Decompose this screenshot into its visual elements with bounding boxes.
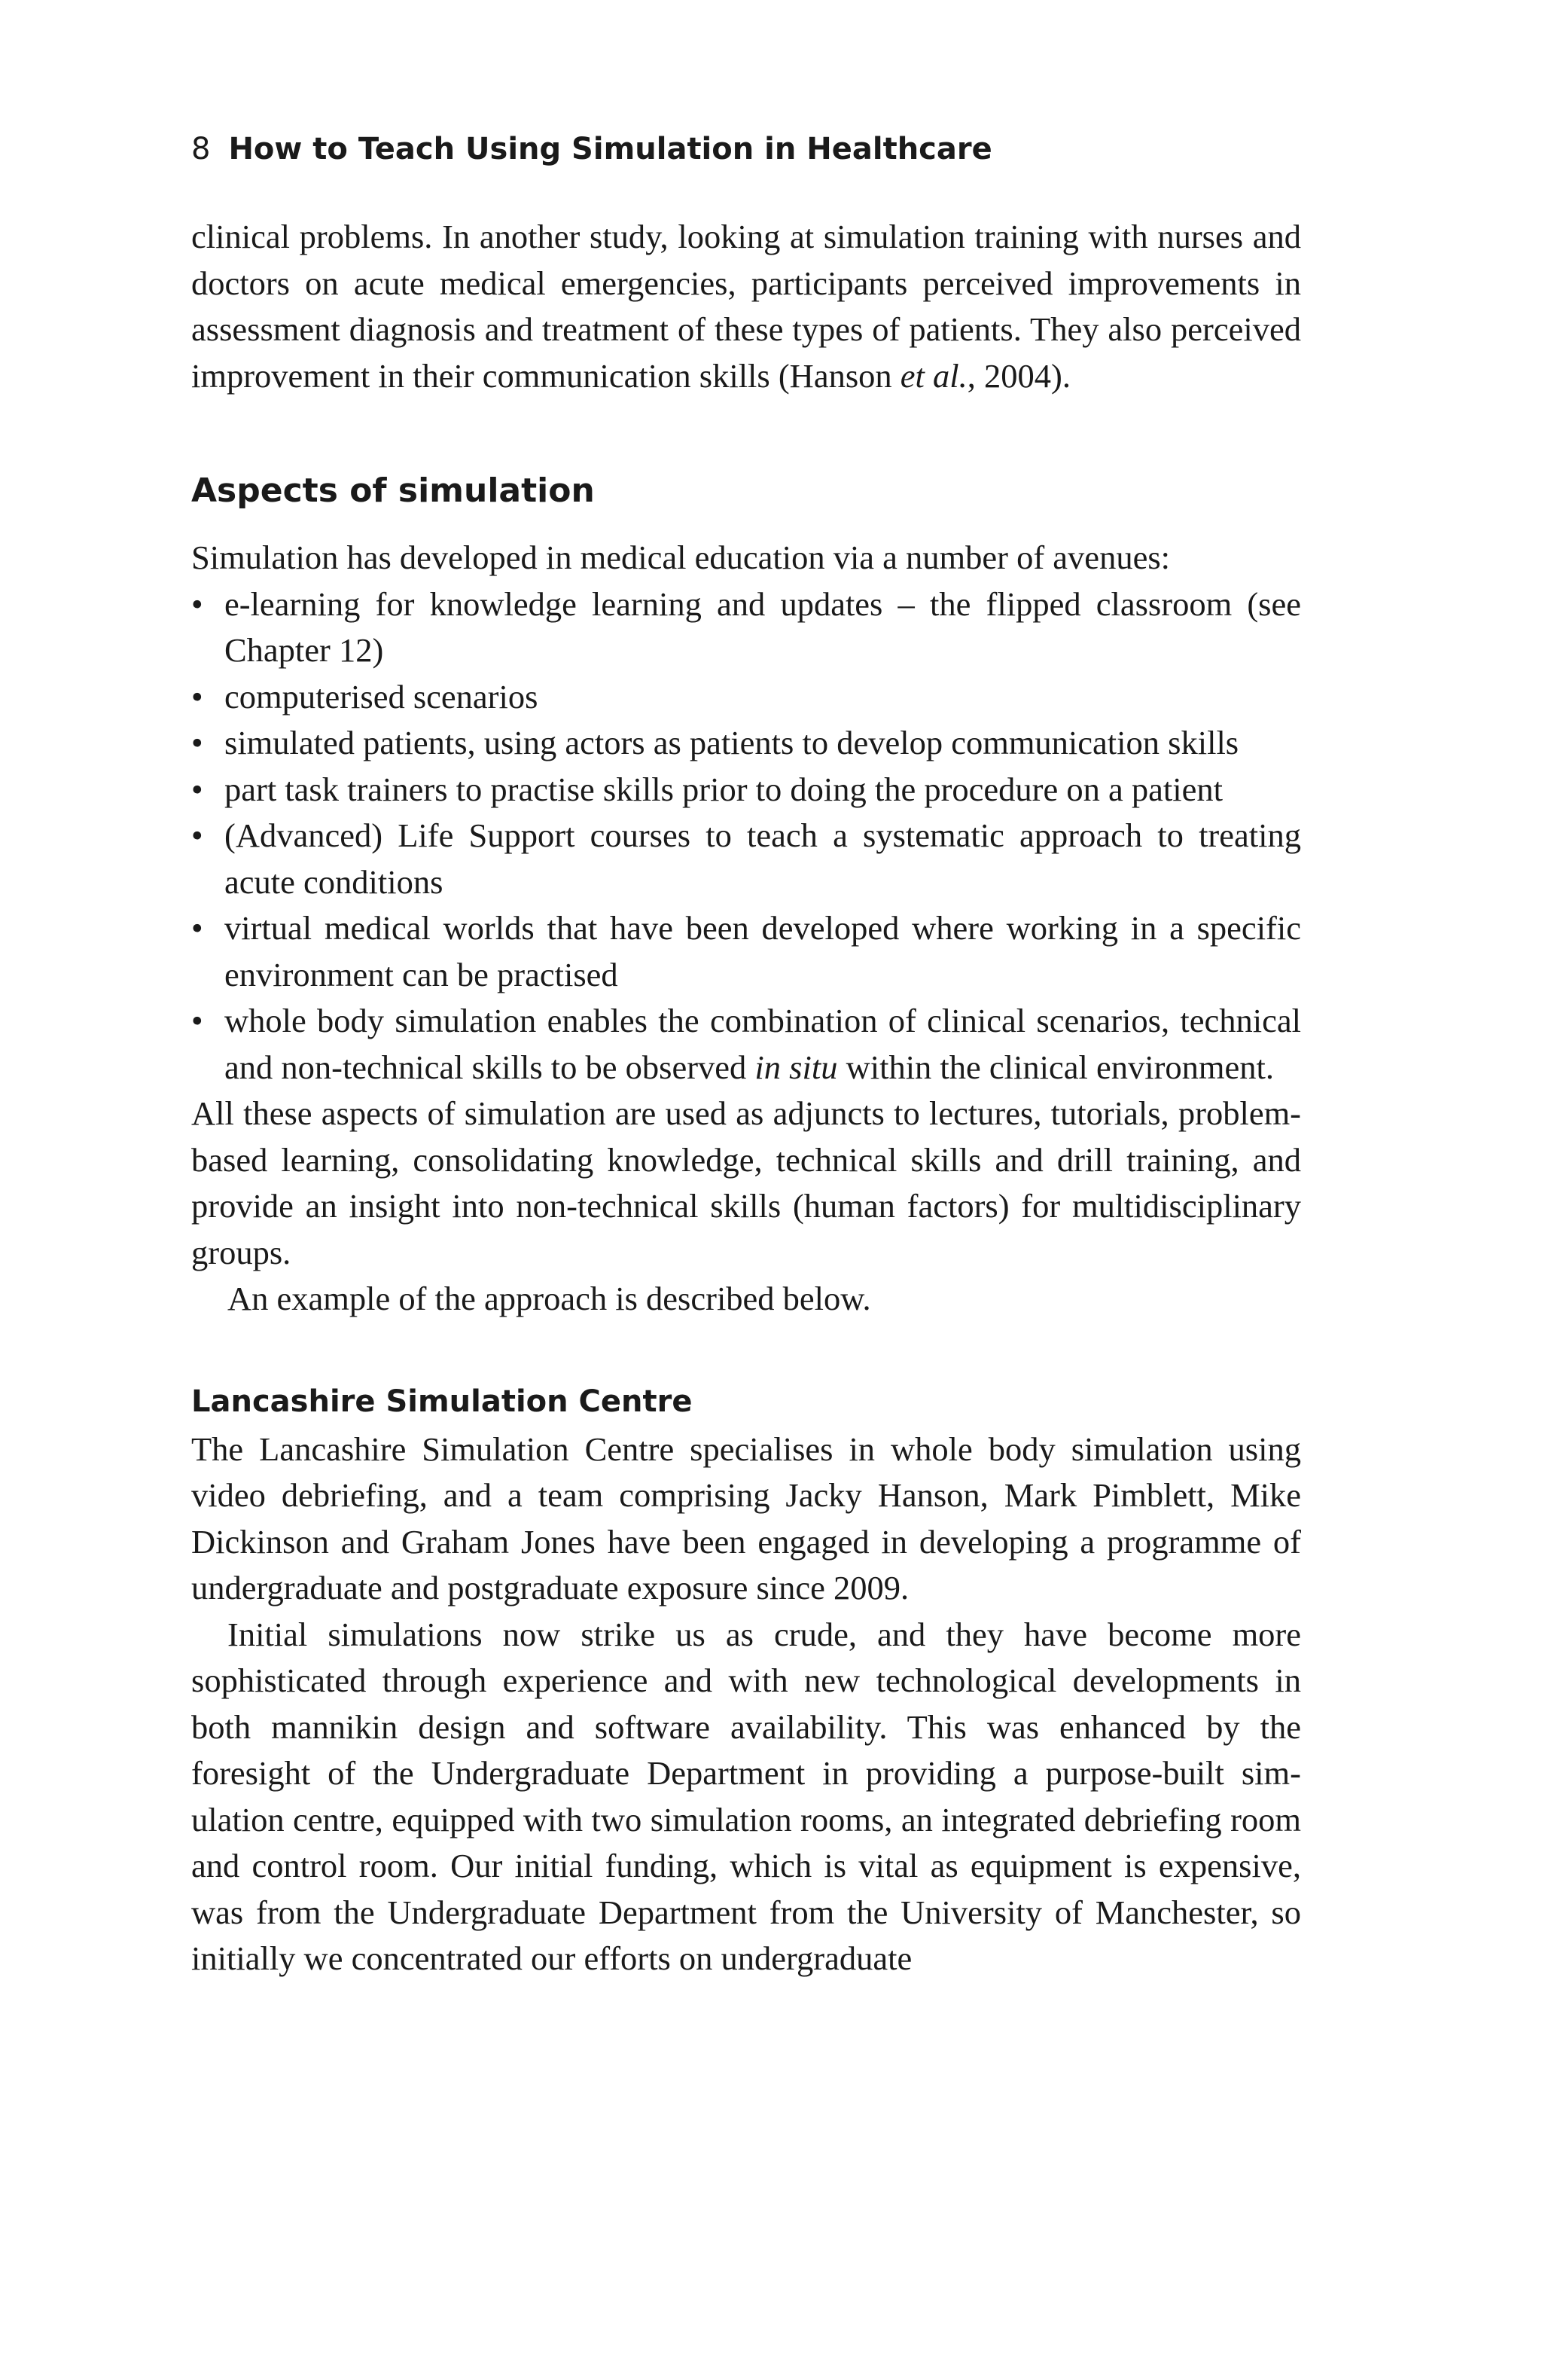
- list-item-text-part: whole body simulation enables the combination of clinical scenarios, technical and non-technical skills to be observed: [224, 1002, 1301, 1086]
- bullet-glyph: •: [191, 770, 203, 808]
- aspects-example-paragraph: An example of the approach is described below.: [227, 1280, 871, 1317]
- intro-citation-year: , 2004).: [967, 356, 1071, 395]
- book-page: [191, 127, 1301, 1982]
- list-item: [191, 720, 1301, 767]
- aspects-lead-paragraph: Simulation has developed in medical education via a number of avenues:: [191, 539, 1170, 576]
- intro-paragraph: [191, 214, 1301, 399]
- intro-text: clinical problems. In another study, looking at simulation training with nurses and doctors on acute medical emergencies, participants perceived improvements in assessment diagnosis and treatment of these types of patients. They also perceived improvement in their communication skills (Hanson: [191, 218, 1301, 395]
- running-head: [191, 127, 1301, 172]
- list-item-text: [224, 1002, 1301, 1086]
- bullet-glyph: •: [191, 677, 203, 716]
- bullet-glyph: •: [191, 909, 203, 947]
- list-item: [191, 581, 1301, 674]
- list-item-text: computerised scenarios: [224, 677, 538, 716]
- list-item-text: simulated patients, using actors as patients to develop communication skills: [224, 724, 1239, 761]
- bullet-glyph: •: [191, 816, 203, 854]
- lancashire-paragraph-1: The Lancashire Simulation Centre specialises in whole body simulation using video debriefing, and a team comprising Jacky Hanson, Mark Pimblett, Mike Dickinson and Graham Jones have been engaged in developing a programme of undergraduate and postgraduate exposure since 2009.: [191, 1430, 1301, 1606]
- list-item-text-part: within the clinical environment.: [837, 1048, 1275, 1086]
- list-item-text: e-learning for knowledge learning and updates – the flipped classroom (see Chapter 12): [224, 584, 1301, 669]
- list-item-text: (Advanced) Life Support courses to teach a systematic approach to treating acute conditions: [224, 816, 1301, 901]
- aspects-summary-paragraph: All these aspects of simulation are used as adjuncts to lectures, tutorials, problem-based learning, consolidating knowledge, technical skills and drill training, and provide an insight into non-technical skills (human factors) for multidisciplinary groups.: [191, 1094, 1301, 1271]
- list-item-text: virtual medical worlds that have been developed where working in a specific environment can be practised: [224, 909, 1301, 993]
- page-number: 8: [191, 132, 211, 166]
- subsection-heading-lancashire: Lancashire Simulation Centre: [191, 1384, 693, 1419]
- list-item: [191, 905, 1301, 998]
- list-item: [191, 767, 1301, 813]
- book-title: How to Teach Using Simulation in Healthcare: [228, 132, 992, 166]
- section-heading-aspects: Aspects of simulation: [191, 471, 595, 510]
- list-item: [191, 674, 1301, 721]
- bullet-glyph: •: [191, 584, 203, 623]
- intro-citation-italic: et al.: [900, 356, 968, 395]
- bullet-glyph: •: [191, 1002, 203, 1039]
- list-item-text: part task trainers to practise skills prior to doing the procedure on a patient: [224, 770, 1223, 808]
- list-item: [191, 998, 1301, 1091]
- list-item: [191, 813, 1301, 905]
- bullet-glyph: •: [191, 724, 203, 761]
- in-situ-italic: in situ: [754, 1048, 838, 1086]
- simulation-avenues-list: [191, 581, 1301, 1091]
- lancashire-paragraph-2: Initial simulations now strike us as crude, and they have become more sophisticated through experience and with new technological developments in both mannikin design and software availability. This was enhanced by the foresight of the Undergraduate Department in providing a purpose-built simulation centre, equipped with two simulation rooms, an integrated debriefing room and control room. Our initial funding, which is vital as equipment is expensive, was from the Undergraduate Department from the University of Manchester, so initially we concentrated our efforts on undergraduate: [191, 1615, 1301, 1977]
